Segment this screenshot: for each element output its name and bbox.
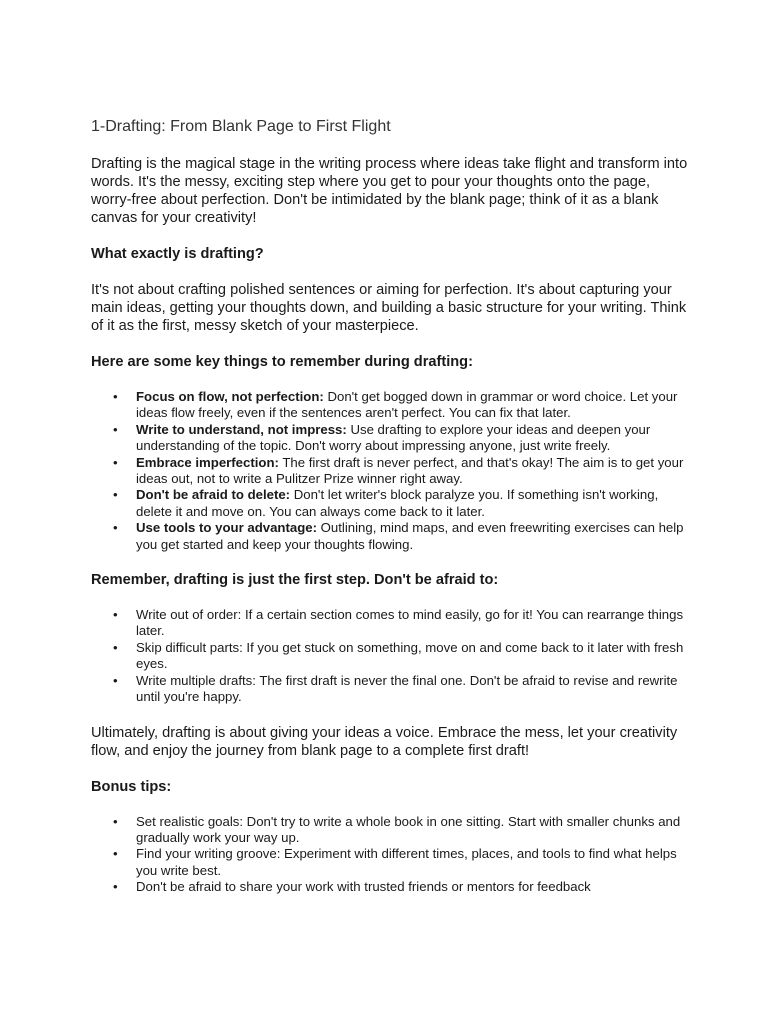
bullet-icon: • (113, 672, 118, 688)
list-item-text: Outlining, mind maps, and even freewriting exercises can help you get started and keep your thoughts flowing. (136, 520, 684, 552)
bullet-icon: • (113, 487, 118, 503)
list-item (91, 607, 691, 640)
list-item-lead: Embrace imperfection: (136, 454, 279, 470)
list-item-text: The first draft is never perfect, and that's okay! The aim is to get your ideas out, not to write a Pulitzer Prize winner right away. (136, 454, 684, 487)
list-item (91, 879, 691, 895)
key-things-list (91, 389, 691, 553)
bullet-icon: • (113, 607, 118, 623)
list-item-lead: Don't be afraid to delete: (136, 487, 291, 503)
bullet-icon: • (113, 813, 118, 829)
list-item (91, 640, 691, 673)
intro-paragraph: Drafting is the magical stage in the writing process where ideas take flight and transform into words. It's the messy, exciting step where you get to pour your thoughts onto the page, worry-free about perfection. Don't be intimidated by the blank page; think of it as a blank canvas for your creativity! (91, 156, 688, 226)
list-item-lead: Focus on flow, not perfection: (136, 389, 324, 404)
key-things-heading: Here are some key things to remember during drafting: (91, 354, 473, 370)
list-item-text: Find your writing groove: Experiment with different times, places, and tools to find what helps you write best. (136, 846, 677, 878)
closing-paragraph: Ultimately, drafting is about giving your ideas a voice. Embrace the mess, let your creativity flow, and enjoy the journey from blank page to a complete first draft! (91, 724, 678, 759)
list-item-text: Write out of order: If a certain section comes to mind easily, go for it! You can rearrange things later. (136, 607, 684, 639)
what-is-drafting-heading: What exactly is drafting? (91, 246, 264, 262)
list-item-text: Skip difficult parts: If you get stuck on something, move on and come back to it later with fresh eyes. (136, 639, 684, 672)
list-item (91, 814, 691, 847)
list-item-text: Write multiple drafts: The first draft is never the final one. Don't be afraid to revise and rewrite until you're happy. (136, 672, 678, 705)
list-item (91, 673, 691, 706)
dont-be-afraid-list (91, 607, 691, 705)
bullet-icon: • (113, 879, 118, 895)
list-item-text: Use drafting to explore your ideas and deepen your understanding of the topic. Don't worry about impressing anyone, just write freely. (136, 421, 651, 454)
bullet-icon: • (113, 520, 118, 536)
list-item (91, 422, 691, 455)
list-item (91, 487, 691, 520)
dont-be-afraid-heading: Remember, drafting is just the first step. Don't be afraid to: (91, 572, 499, 589)
list-item-text: Don't be afraid to share your work with trusted friends or mentors for feedback (136, 879, 591, 895)
list-item-lead: Use tools to your advantage: (136, 520, 317, 536)
list-item (91, 455, 691, 488)
list-item-text: Don't let writer's block paralyze you. If something isn't working, delete it and move on. You can always come back to it later. (136, 487, 659, 519)
bonus-tips-heading: Bonus tips: (91, 778, 172, 795)
bullet-icon: • (113, 846, 118, 862)
list-item-lead: Write to understand, not impress: (136, 421, 347, 437)
list-item (91, 846, 691, 879)
bonus-tips-list (91, 814, 691, 896)
what-is-drafting-paragraph: It's not about crafting polished sentences or aiming for perfection. It's about capturing your main ideas, getting your thoughts down, and building a basic structure for your writing. Think of it as the first, messy sketch of your masterpiece. (91, 282, 687, 334)
bullet-icon: • (113, 639, 118, 655)
list-item (91, 520, 691, 553)
list-item-text: Don't get bogged down in grammar or word choice. Let your ideas flow freely, even if the sentences aren't perfect. You can fix that later. (136, 389, 678, 421)
bullet-icon: • (113, 421, 118, 437)
list-item (91, 389, 691, 422)
bullet-icon: • (113, 454, 118, 470)
bullet-icon: • (113, 389, 118, 404)
document-page (91, 117, 691, 914)
list-item-text: Set realistic goals: Don't try to write a whole book in one sitting. Start with smaller chunks and gradually work your way up. (136, 813, 681, 845)
document-title: 1-Drafting: From Blank Page to First Flight (91, 118, 391, 135)
